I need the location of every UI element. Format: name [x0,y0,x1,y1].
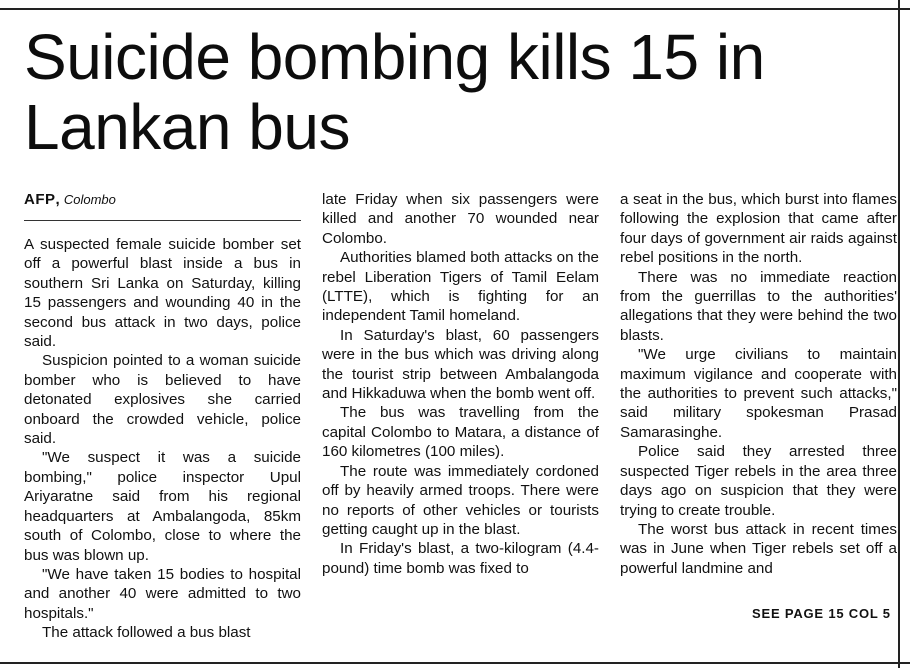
paragraph: The attack followed a bus blast [42,624,251,642]
continuation-jump-line: SEE PAGE 15 COL 5 [752,606,891,621]
paragraph: Suspicion pointed to a woman suicide bomber who is believed to have detonated explosives she carried onboard the crowded vehicle, police said. [24,352,301,448]
byline [24,190,301,214]
byline-city: Colombo [63,192,116,207]
paragraph: Police said they arrested three suspected Tiger rebels in the area three days ago on suspicion that they were trying to create trouble. [620,443,897,519]
paragraph: The route was immediately cordoned off by heavily armed troops. There were no reports of other vehicles or tourists getting caught up in the blast. [322,462,599,538]
paragraph: Authorities blamed both attacks on the rebel Liberation Tigers of Tamil Eelam (LTTE), which is fighting for an independent Tamil homeland. [322,249,599,325]
paragraph: The worst bus attack in recent times was in June when Tiger rebels set off a powerful landmine and [620,520,897,577]
paragraph: "We suspect it was a suicide bombing," police inspector Upul Ariyaratne said from his regional headquarters at Ambalangoda, 85km south of Colombo, close to where the bus was blown up. [24,449,301,564]
paragraph: "We have taken 15 bodies to hospital and another 40 were admitted to two hospitals." [24,565,301,622]
top-border-rule [0,8,910,10]
paragraph: There was no immediate reaction from the guerrillas to the authorities' allegations that they were behind the two blasts. [620,268,897,344]
right-border-rule [898,0,900,668]
article-column-2 [322,190,599,578]
article-column-1 [24,190,301,643]
paragraph: A suspected female suicide bomber set off a powerful blast inside a bus in southern Sri Lanka on Saturday, killing 15 passengers and wounding 40 in the second bus attack in two days, police said. [24,236,301,351]
byline-rule [24,220,301,221]
byline-separator: , [55,191,64,208]
paragraph: late Friday when six passengers were killed and another 70 wounded near Colombo. [322,191,599,247]
paragraph: In Saturday's blast, 60 passengers were in the bus which was driving along the tourist strip between Ambalangoda and Hikkaduwa when the bomb went off. [322,326,599,403]
paragraph: In Friday's blast, a two-kilogram (4.4-pound) time bomb was fixed to [322,540,599,577]
byline-agency: AFP [24,191,56,208]
paragraph: The bus was travelling from the capital Colombo to Matara, a distance of 160 kilometres (100 miles). [322,404,599,461]
headline: Suicide bombing kills 15 in Lankan bus [24,21,765,163]
article-column-3 [620,190,897,578]
paragraph: a seat in the bus, which burst into flames following the explosion that came after four days of government air raids against rebel positions in the north. [620,191,897,267]
paragraph: "We urge civilians to maintain maximum vigilance and cooperate with the authorities to prevent such attacks," said military spokesman Prasad Samarasinghe. [620,346,897,441]
bottom-border-rule [0,662,910,664]
